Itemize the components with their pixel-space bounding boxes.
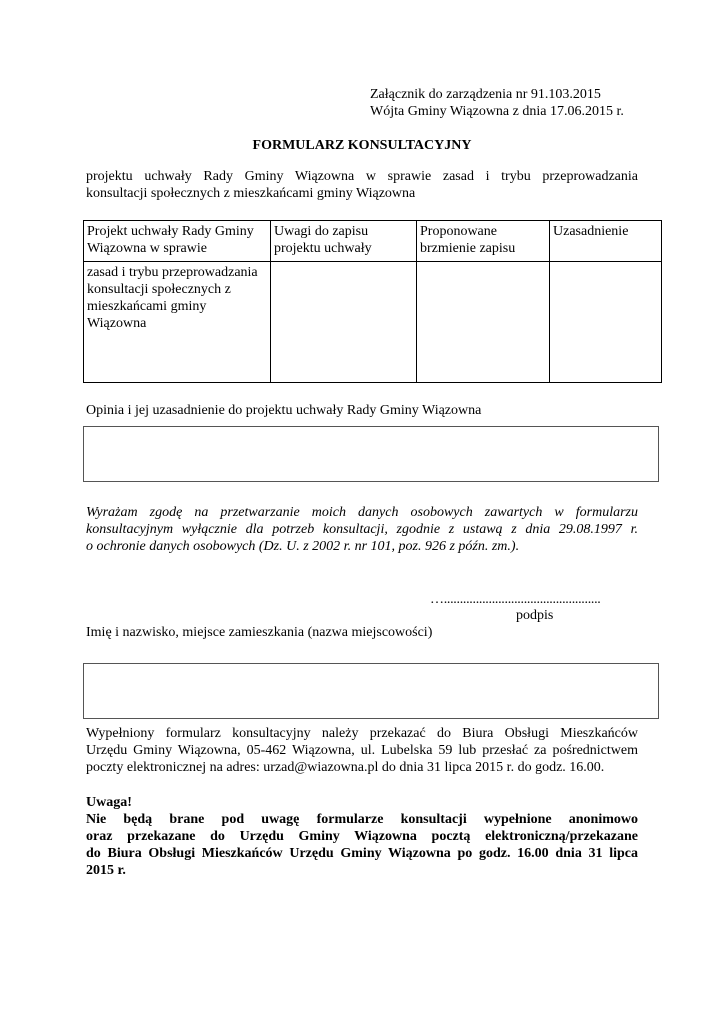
delivery-line-1: Wypełniony formularz konsultacyjny należy przekazać do Biura Obsługi Mieszkańców bbox=[86, 726, 638, 741]
consent-line-1: Wyrażam zgodę na przetwarzanie moich danych osobowych zawartych w formularzu bbox=[86, 505, 638, 520]
consent-text bbox=[86, 504, 638, 555]
table-header-row bbox=[84, 221, 662, 262]
consent-line-3: o ochronie danych osobowych (Dz. U. z 2002 r. nr 101, poz. 926 z późn. zm.). bbox=[86, 539, 520, 554]
delivery-instructions bbox=[86, 725, 638, 776]
attachment-line-2: Wójta Gminy Wiązowna z dnia 17.06.2015 r. bbox=[370, 104, 624, 119]
table-cell-justification[interactable] bbox=[550, 262, 662, 383]
name-address-field[interactable] bbox=[83, 663, 659, 719]
intro-line-2: konsultacji społecznych z mieszkańcami gminy Wiązowna bbox=[86, 186, 416, 201]
table-row bbox=[84, 262, 662, 383]
consultation-table bbox=[83, 220, 662, 383]
table-cell-proposed-wording[interactable] bbox=[417, 262, 550, 383]
form-title: FORMULARZ KONSULTACYJNY bbox=[252, 138, 472, 153]
warning-line-2: oraz przekazane do Urzędu Gminy Wiązowna pocztą elektroniczną/przekazane bbox=[86, 829, 638, 844]
opinion-label: Opinia i jej uzasadnienie do projektu uchwały Rady Gminy Wiązowna bbox=[86, 403, 482, 418]
delivery-line-2: Urzędu Gminy Wiązowna, 05-462 Wiązowna, ul. Lubelska 59 lub przesłać za pośrednictwem bbox=[86, 743, 638, 758]
table-cell-comments[interactable] bbox=[271, 262, 417, 383]
signature-label: podpis bbox=[516, 608, 554, 623]
warning-line-1: Nie będą brane pod uwagę formularze konsultacji wypełnione anonimowo bbox=[86, 812, 638, 827]
table-header-cell: Uwagi do zapisu projektu uchwały bbox=[271, 221, 417, 262]
signature-line[interactable]: …................................................. bbox=[430, 592, 601, 607]
consent-line-2: konsultacyjnym wyłącznie dla potrzeb konsultacji, zgodnie z ustawą z dnia 29.08.1997 r. bbox=[86, 522, 638, 537]
attachment-note bbox=[370, 86, 670, 120]
table-cell-subject: zasad i trybu przeprowadzania konsultacji społecznych z mieszkańcami gminy Wiązowna bbox=[84, 262, 271, 383]
intro-line-1: projektu uchwały Rady Gminy Wiązowna w sprawie zasad i trybu przeprowadzania bbox=[86, 169, 638, 184]
intro-text bbox=[86, 168, 638, 202]
warning-note bbox=[86, 794, 638, 879]
warning-line-3: do Biura Obsługi Mieszkańców Urzędu Gminy Wiązowna po godz. 16.00 dnia 31 lipca bbox=[86, 846, 638, 861]
table-header-cell: Projekt uchwały Rady Gminy Wiązowna w sprawie bbox=[84, 221, 271, 262]
name-address-label: Imię i nazwisko, miejsce zamieszkania (nazwa miejscowości) bbox=[86, 625, 433, 640]
warning-line-4: 2015 r. bbox=[86, 863, 126, 878]
delivery-line-3: poczty elektronicznej na adres: urzad@wiazowna.pl do dnia 31 lipca 2015 r. do godz. 16.00. bbox=[86, 760, 605, 775]
attachment-line-1: Załącznik do zarządzenia nr 91.103.2015 bbox=[370, 87, 601, 102]
table-header-cell: Proponowane brzmienie zapisu bbox=[417, 221, 550, 262]
table-header-cell: Uzasadnienie bbox=[550, 221, 662, 262]
warning-heading: Uwaga! bbox=[86, 795, 132, 810]
opinion-field[interactable] bbox=[83, 426, 659, 482]
